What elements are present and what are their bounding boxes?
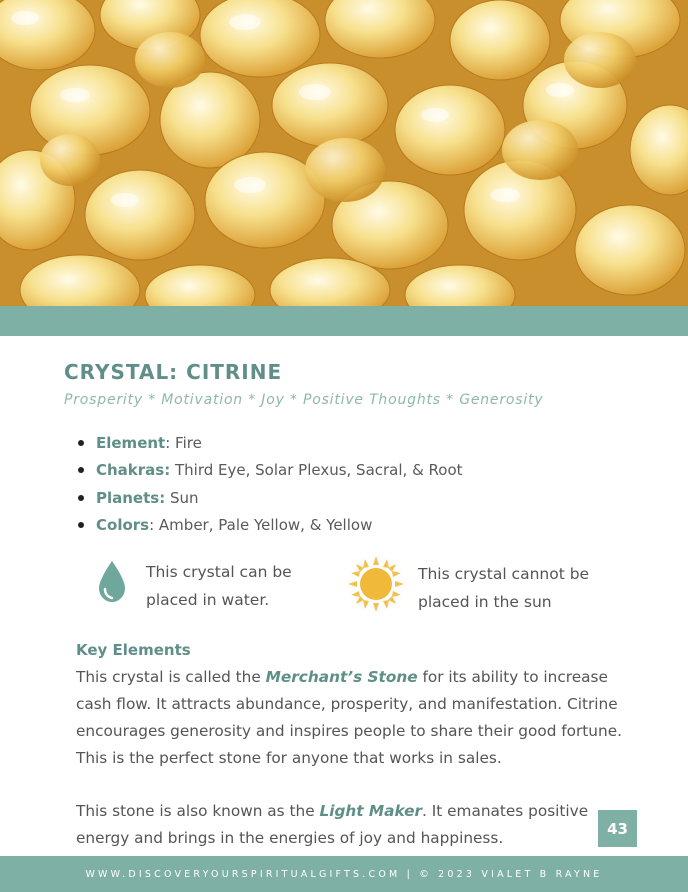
- light-maker-emphasis: Light Maker: [319, 802, 423, 820]
- property-key: Colors: [96, 515, 150, 534]
- sun-note-line2: placed in the sun: [418, 593, 552, 611]
- water-drop-icon: [96, 559, 128, 607]
- property-separator: :: [149, 515, 155, 534]
- key-elements-paragraph-1: [76, 664, 636, 772]
- page-title: CRYSTAL: CITRINE: [64, 360, 283, 384]
- properties-list: [78, 433, 463, 542]
- list-item: [78, 488, 463, 515]
- bullet-icon: [78, 440, 84, 446]
- key-elements-heading: Key Elements: [76, 641, 191, 659]
- property-key: Planets:: [96, 488, 166, 507]
- water-note-line2: placed in water.: [146, 591, 270, 609]
- property-value: Fire: [170, 434, 202, 452]
- list-item: [78, 460, 463, 487]
- key-elements-paragraph-2: [76, 798, 591, 852]
- water-note-line1: This crystal can be: [146, 563, 292, 581]
- paragraph-text: This stone is also known as the: [76, 802, 320, 820]
- property-separator: :: [165, 434, 171, 452]
- citrine-crystals-photo: [0, 0, 688, 306]
- list-item: [78, 515, 463, 542]
- keywords-subtitle: Prosperity * Motivation * Joy * Positive Thoughts * Generosity: [64, 392, 544, 408]
- property-key: Element: [96, 434, 166, 452]
- paragraph-text: for its ability to increase cash flow. It attracts abundance, prosperity, and manifestation. Citrine encourages generosity and inspires people to share their good fortune. This is the perfect stone for anyone that works in sales.: [76, 668, 622, 767]
- property-key: Chakras:: [96, 461, 171, 480]
- top-accent-band: [0, 306, 688, 336]
- water-note: [146, 558, 292, 614]
- page-number-badge: 43: [598, 810, 637, 847]
- sun-note-line1: This crystal cannot be: [418, 565, 590, 583]
- footer-text: WWW.DISCOVERYOURSPIRITUALGIFTS.COM | © 2023 VIALET B RAYNE: [85, 868, 603, 880]
- paragraph-text: This crystal is called the: [76, 668, 266, 686]
- bullet-icon: [78, 495, 84, 501]
- merchants-stone-emphasis: Merchant’s Stone: [265, 668, 418, 686]
- sun-note: [418, 560, 589, 616]
- bullet-icon: [78, 467, 84, 473]
- sun-icon: [348, 556, 404, 616]
- property-value: Amber, Pale Yellow, & Yellow: [154, 515, 373, 534]
- footer: [0, 856, 688, 892]
- bullet-icon: [78, 522, 84, 528]
- paragraph-text: . It emanates positive energy and brings in the energies of joy and happiness.: [76, 802, 589, 847]
- list-item: [78, 433, 463, 460]
- property-value: Third Eye, Solar Plexus, Sacral, & Root: [170, 461, 463, 480]
- property-value: Sun: [165, 488, 199, 507]
